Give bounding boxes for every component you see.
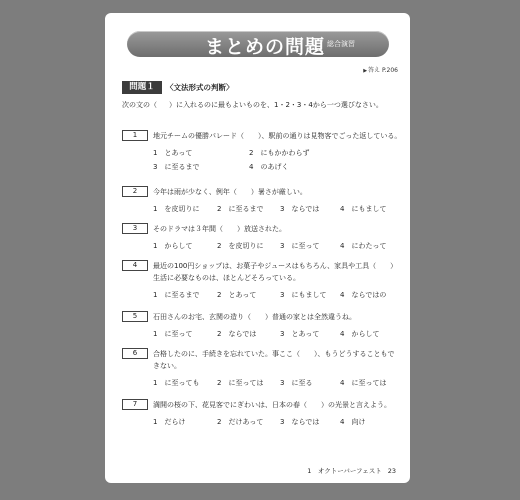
answer-option[interactable]: 1 に至って: [153, 330, 193, 338]
page-footer: [307, 466, 396, 475]
answer-reference-text: 答え P.206: [368, 67, 398, 74]
page-subtitle: 総合演習: [327, 40, 355, 48]
answer-option[interactable]: 2 に至っては: [217, 379, 264, 387]
triangle-icon: ▶: [363, 68, 368, 74]
answer-option[interactable]: 4 からして: [340, 330, 380, 338]
question-line: 石田さんのお宅、玄関の造り（ ）普通の家とは全然違うね。: [153, 313, 356, 321]
question-number: 1: [122, 130, 148, 141]
question-number: 7: [122, 399, 148, 410]
question-text: [153, 399, 403, 411]
section-tag: 問題１: [122, 81, 162, 94]
answer-option[interactable]: 2 を皮切りに: [217, 242, 264, 250]
answer-option[interactable]: 3 に至る: [280, 379, 313, 387]
answer-option[interactable]: 3 に至るまで: [153, 163, 200, 171]
question-line: そのドラマは３年間（ ）放送された。: [153, 225, 286, 233]
question-line: 生活に必要なものは、ほとんどそろっている。: [153, 274, 300, 282]
answer-option[interactable]: 2 とあって: [217, 291, 257, 299]
answer-option[interactable]: 2 にもかかわらず: [249, 149, 310, 157]
instruction-before: 次の文の（: [122, 101, 157, 109]
answer-option[interactable]: 3 にもまして: [280, 291, 327, 299]
answer-reference: [363, 65, 398, 74]
question-text: [153, 130, 403, 142]
question-text: [153, 348, 403, 372]
answer-option[interactable]: 1 だらけ: [153, 418, 186, 426]
answer-option[interactable]: 2 だけあって: [217, 418, 264, 426]
question-line: 最近の100円ショップは、お菓子やジュースはもちろん、家具や工具（ ）: [153, 262, 398, 270]
answer-option[interactable]: 1 に至っても: [153, 379, 200, 387]
answer-option[interactable]: 1 からして: [153, 242, 193, 250]
answer-option[interactable]: 2 ならでは: [217, 330, 257, 338]
answer-option[interactable]: 4 ならではの: [340, 291, 387, 299]
title-banner: [127, 31, 389, 57]
answer-option[interactable]: 4 にわたって: [340, 242, 387, 250]
answer-option[interactable]: 1 とあって: [153, 149, 193, 157]
answer-option[interactable]: 3 ならでは: [280, 205, 320, 213]
question-number: 3: [122, 223, 148, 234]
question-line: 今年は雨が少なく、例年（ ）暑さが厳しい。: [153, 188, 307, 196]
answer-option[interactable]: 3 に至って: [280, 242, 320, 250]
answer-option[interactable]: 2 に至るまで: [217, 205, 264, 213]
question-text: [153, 186, 403, 198]
question-line: 満開の桜の下、花見客でにぎわいは、日本の春（ ）の光景と言えよう。: [153, 401, 391, 409]
question-line: 合格したのに、手続きを忘れていた。事ここ（ ）、もうどうすることもで: [153, 350, 395, 358]
answer-option[interactable]: 4 向け: [340, 418, 366, 426]
question-text: [153, 223, 403, 235]
question-number: 5: [122, 311, 148, 322]
question-text: [153, 260, 403, 284]
textbook-page: [105, 13, 410, 483]
question-number: 6: [122, 348, 148, 359]
question-line: きない。: [153, 362, 181, 370]
page-title: まとめの問題: [205, 36, 326, 58]
question-line: 地元チームの優勝パレード（ ）、駅前の通りは見物客でごった返している。: [153, 132, 402, 140]
answer-option[interactable]: 3 ならでは: [280, 418, 320, 426]
answer-option[interactable]: 1 に至るまで: [153, 291, 200, 299]
footer-chapter: 1 オクトーバーフェスト: [307, 467, 382, 475]
question-number: 2: [122, 186, 148, 197]
question-number: 4: [122, 260, 148, 271]
instruction-text: [122, 100, 383, 110]
page-content: [105, 23, 410, 453]
answer-option[interactable]: 1 を皮切りに: [153, 205, 200, 213]
instruction-after: ）に入れるのに最もよいものを、1・2・3・4から一つ選びなさい。: [169, 101, 383, 109]
answer-option[interactable]: 4 に至っては: [340, 379, 387, 387]
answer-option[interactable]: 3 とあって: [280, 330, 320, 338]
page-number: 23: [387, 467, 396, 475]
answer-option[interactable]: 4 にもまして: [340, 205, 387, 213]
section-title: 〈文法形式の判断〉: [166, 83, 234, 92]
answer-option[interactable]: 4 のあげく: [249, 163, 289, 171]
question-text: [153, 311, 403, 323]
